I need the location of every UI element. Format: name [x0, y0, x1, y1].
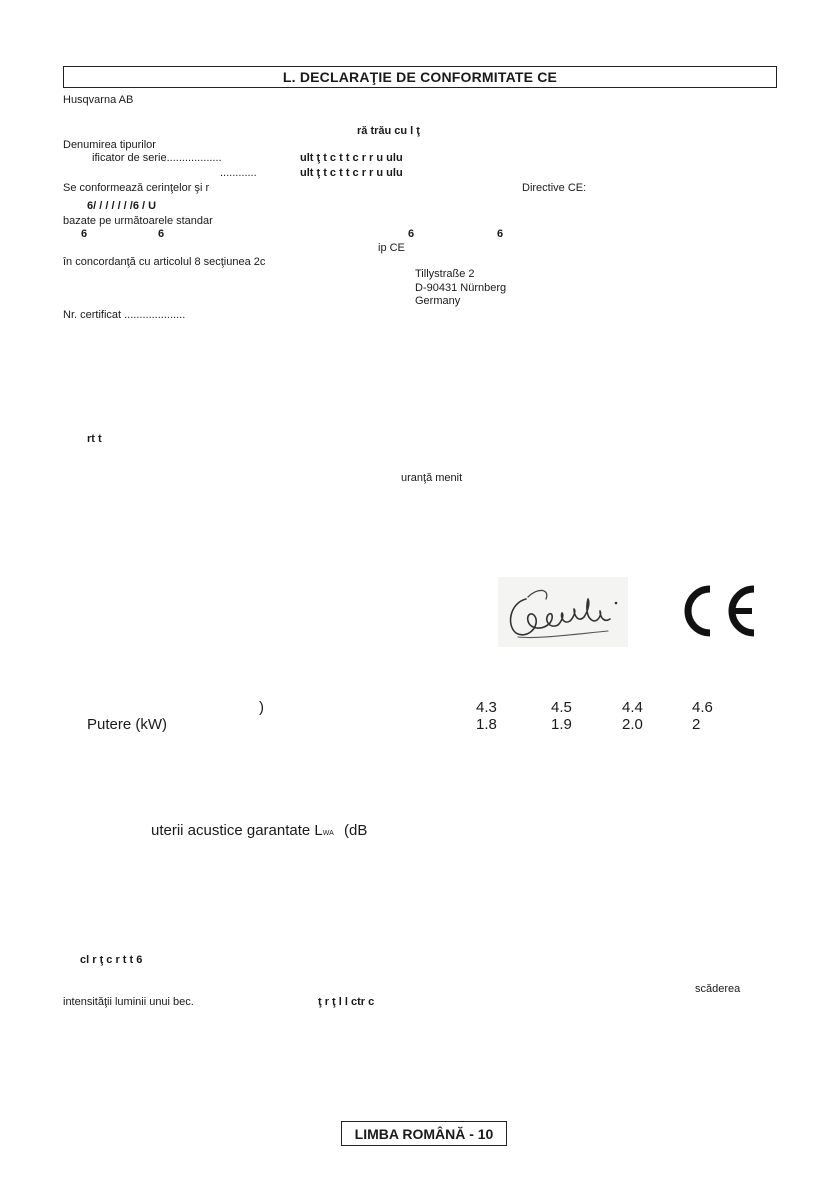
acoustic-label-text: uterii acustice garantate L — [151, 822, 323, 839]
serial-label: ificator de serie.................. — [92, 152, 222, 164]
certificate-label: Nr. certificat .................... — [63, 309, 186, 321]
safety-fragment: uranţă menit — [401, 472, 463, 484]
declaration-heading-fragment: ră trău cu l ţ — [357, 125, 420, 137]
acoustic-label — [151, 822, 367, 839]
notes-fragment-1: cl r ţ c r t t 6 — [80, 954, 143, 966]
notes-fragment-2: scăderea — [695, 983, 741, 995]
standards-code-2: 6 — [158, 228, 165, 240]
standards-label: bazate pe următoarele standar — [63, 215, 213, 227]
standards-code-1: 6 — [81, 228, 88, 240]
specs-row1-value-1: 4.3 — [476, 699, 497, 716]
serial-dots-2: ............ — [220, 167, 257, 179]
type-ce: ip CE — [378, 242, 405, 254]
specs-row1-value-3: 4.4 — [622, 699, 643, 716]
specs-row1-label: ) — [259, 699, 264, 716]
page-title: L. DECLARAŢIE DE CONFORMITATE CE — [63, 66, 777, 88]
address-line-2: D-90431 Nürnberg — [415, 282, 507, 294]
conformity-text: Se conformează cerinţelor şi r — [63, 182, 210, 194]
specs-row2-label: Putere (kW) — [87, 716, 168, 733]
company-name: Husqvarna AB — [63, 94, 134, 106]
address-line-3: Germany — [415, 295, 461, 307]
serial-value-2: ult ţ t c t t c r r u ulu — [300, 167, 403, 179]
specs-row2-value-1: 1.8 — [476, 716, 497, 733]
specs-row1-value-4: 4.6 — [692, 699, 713, 716]
acoustic-subscript: WA — [322, 830, 334, 837]
product-types-label: Denumirea tipurilor — [63, 139, 156, 151]
specs-row2-value-2: 1.9 — [551, 716, 572, 733]
notes-fragment-3: intensităţii luminii unui bec. — [63, 996, 194, 1008]
address-line-1: Tillystraße 2 — [415, 268, 475, 280]
standards-code-4: 6 — [497, 228, 504, 240]
acoustic-unit: (dB — [343, 822, 368, 839]
ce-mark-icon — [676, 583, 758, 639]
specs-row2-value-4: 2 — [692, 716, 701, 733]
standards-code-3: 6 — [408, 228, 415, 240]
footer-language-page: LIMBA ROMÂNĂ - 10 — [341, 1121, 507, 1146]
article-text: în concordanţă cu articolul 8 secţiunea 2c — [63, 256, 266, 268]
serial-value-1: ult ţ t c t t c r r u ulu — [300, 152, 403, 164]
fragment-rt: rt t — [87, 433, 102, 445]
directives-label: Directive CE: — [522, 182, 587, 194]
signature-image — [498, 577, 628, 647]
specs-row2-value-3: 2.0 — [622, 716, 643, 733]
notes-fragment-4: ţ r ţ l l ctr c — [318, 996, 375, 1008]
specs-row1-value-2: 4.5 — [551, 699, 572, 716]
directives-codes: 6/ / / / / / /6 / U — [87, 200, 157, 212]
